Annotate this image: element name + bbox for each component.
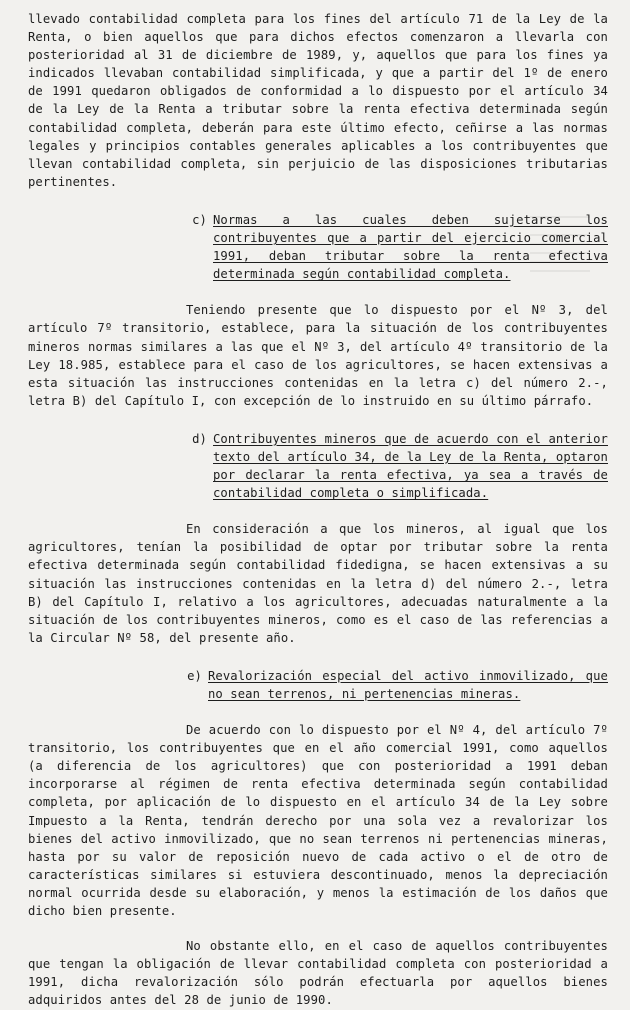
section-c xyxy=(28,211,608,283)
section-e-letter: e) xyxy=(187,668,202,683)
section-d-letter: d) xyxy=(192,431,207,446)
paragraph-no-obstante: No obstante ello, en el caso de aquellos contribuyentes que tengan la obligación de llevar contabilidad completa con posterioridad a 1991, dicha revalorización sólo podrán efectuarla por aquellos bienes adquiridos antes del 28 de junio de 1990. xyxy=(28,939,608,1008)
paragraph-mineros-normas: Teniendo presente que lo dispuesto por el Nº 3, del artículo 7º transitorio, establece, para la situación de los contribuyentes mineros normas similares a las que el Nº 3, del artículo 4º transitorio de la Ley 18.985, establece para el caso de los agricultores, se hacen extensivas a esta situación las instrucciones contenidas en la letra c) del número 2.-, letra B) del Capítulo I, con excepción de lo instruido en su último párrafo. xyxy=(28,303,608,408)
section-d xyxy=(28,430,608,502)
section-d-heading: Contribuyentes mineros que de acuerdo con el anterior texto del artículo 34, de la Ley de la Renta, optaron por declarar la renta efectiva, ya sea a través de contabilidad completa o simplificada. xyxy=(213,431,608,501)
section-e xyxy=(28,667,608,703)
bleed-through-mark xyxy=(530,212,590,272)
paragraph-contabilidad-completa: llevado contabilidad completa para los fines del artículo 71 de la Ley de la Renta, o bien aquellos que para dichos efectos comenzaron a llevarla con posterioridad al 31 de diciembre de 1989, y, aquellos que para los fines ya indicados llevaban contabilidad simplificada, y que a partir del 1º de enero de 1991 quedaron obligados de conformidad a lo dispuesto por el artículo 34 de la Ley de la Renta a tributar sobre la renta efectiva determinada según contabilidad completa, deberán para este último efecto, ceñirse a las normas legales y principios contables generales aplicables a los contribuyentes que llevan contabilidad completa, sin perjuicio de las disposiciones tributarias pertinentes. xyxy=(28,12,608,189)
section-c-letter: c) xyxy=(192,212,207,227)
paragraph-mineros-agricultores: En consideración a que los mineros, al igual que los agricultores, tenían la posibilidad de optar por tributar sobre la renta efectiva determinada según contabilidad fidedigna, se hacen extensivas a su situación las instrucciones contenidas en la letra d) del número 2.-, letra B) del Capítulo I, relativo a los agricultores, adecuadas naturalmente a la situación de los contribuyentes mineros, como es el caso de las referencias a la Circular Nº 58, del presente año. xyxy=(28,522,608,645)
paragraph-revalorizacion: De acuerdo con lo dispuesto por el Nº 4, del artículo 7º transitorio, los contribuyentes que en el año comercial 1991, como aquellos (a diferencia de los agricultores) que con posterioridad a 1991 deban incorporarse al régimen de renta efectiva determinada según contabilidad completa, por aplicación de lo dispuesto en el artículo 34 de la Ley sobre Impuesto a la Renta, tendrán derecho por una sola vez a revalorizar los bienes del activo inmovilizado, que no sean terrenos ni pertenencias mineras, hasta por su valor de reposición nuevo de cada activo o el de otro de características similares si estuviera descontinuado, menos la depreciación normal ocurrida desde su elaboración, y menos la estimación de los daños que dicho bien presente. xyxy=(28,723,608,919)
section-c-heading: Normas a las cuales deben sujetarse los contribuyentes que a partir del ejercicio comercial 1991, deban tributar sobre la renta efectiva determinada según contabilidad completa. xyxy=(213,212,608,282)
section-e-heading: Revalorización especial del activo inmovilizado, que no sean terrenos, ni pertenencias mineras. xyxy=(208,668,608,701)
